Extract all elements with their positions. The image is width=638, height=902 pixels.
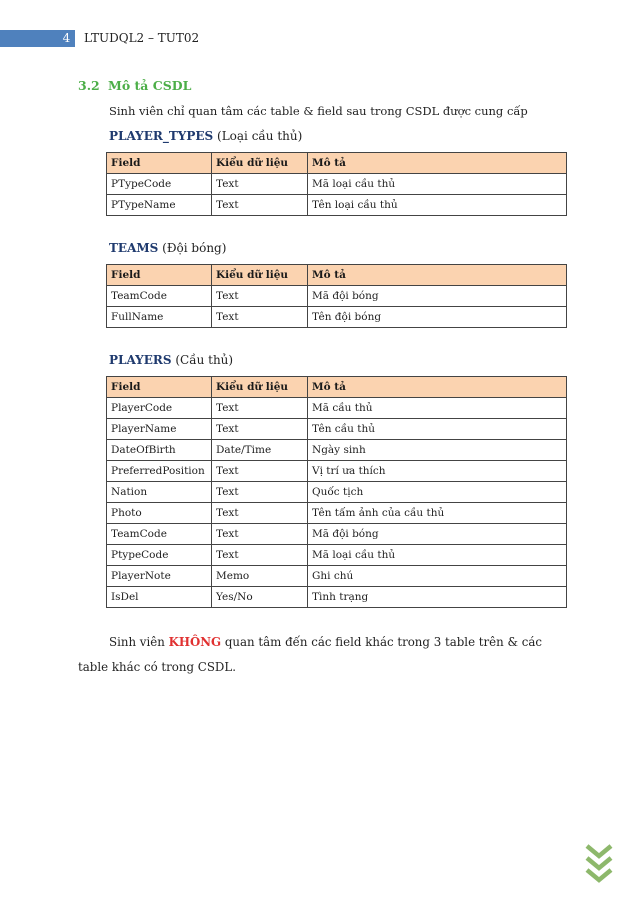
column-header-field: Field bbox=[107, 153, 212, 174]
section-heading bbox=[78, 78, 191, 93]
cell-type: Text bbox=[212, 524, 308, 545]
page-number: 4 bbox=[62, 31, 71, 45]
table-row bbox=[107, 419, 567, 440]
cell-description: Tên đội bóng bbox=[308, 307, 567, 328]
cell-type: Text bbox=[212, 545, 308, 566]
cell-description: Tên tấm ảnh của cầu thủ bbox=[308, 503, 567, 524]
table-row bbox=[107, 174, 567, 195]
table-header-row bbox=[107, 265, 567, 286]
column-header-field: Field bbox=[107, 265, 212, 286]
chevron-down-icon bbox=[585, 842, 613, 884]
note-emphasis: KHÔNG bbox=[168, 635, 222, 649]
cell-field: Photo bbox=[107, 503, 212, 524]
cell-type: Text bbox=[212, 461, 308, 482]
cell-type: Text bbox=[212, 307, 308, 328]
cell-description: Mã đội bóng bbox=[308, 286, 567, 307]
section-title: Mô tả CSDL bbox=[108, 78, 192, 93]
cell-field: FullName bbox=[107, 307, 212, 328]
table-header-row bbox=[107, 377, 567, 398]
cell-field: PTypeCode bbox=[107, 174, 212, 195]
column-header-description: Mô tả bbox=[308, 153, 567, 174]
table-header-row bbox=[107, 153, 567, 174]
cell-type: Text bbox=[212, 398, 308, 419]
cell-description: Ngày sinh bbox=[308, 440, 567, 461]
cell-field: DateOfBirth bbox=[107, 440, 212, 461]
column-header-description: Mô tả bbox=[308, 377, 567, 398]
table-name: PLAYERS bbox=[109, 353, 172, 367]
cell-field: PlayerCode bbox=[107, 398, 212, 419]
table-row bbox=[107, 195, 567, 216]
table-caption-player-types bbox=[109, 129, 302, 143]
column-header-description: Mô tả bbox=[308, 265, 567, 286]
cell-type: Yes/No bbox=[212, 587, 308, 608]
table-row bbox=[107, 482, 567, 503]
cell-description: Mã cầu thủ bbox=[308, 398, 567, 419]
note-paragraph bbox=[78, 630, 568, 680]
table-row bbox=[107, 440, 567, 461]
note-text-before: Sinh viên bbox=[109, 635, 169, 649]
table-description: (Đội bóng) bbox=[162, 241, 227, 255]
cell-description: Quốc tịch bbox=[308, 482, 567, 503]
cell-field: PtypeCode bbox=[107, 545, 212, 566]
cell-description: Vị trí ưa thích bbox=[308, 461, 567, 482]
table-players bbox=[106, 376, 567, 608]
cell-description: Mã đội bóng bbox=[308, 524, 567, 545]
cell-field: PTypeName bbox=[107, 195, 212, 216]
table-row bbox=[107, 461, 567, 482]
table-player-types bbox=[106, 152, 567, 216]
table-name: TEAMS bbox=[109, 241, 159, 255]
cell-description: Ghi chú bbox=[308, 566, 567, 587]
cell-field: IsDel bbox=[107, 587, 212, 608]
cell-type: Memo bbox=[212, 566, 308, 587]
cell-field: TeamCode bbox=[107, 286, 212, 307]
column-header-field: Field bbox=[107, 377, 212, 398]
cell-field: PlayerName bbox=[107, 419, 212, 440]
table-row bbox=[107, 398, 567, 419]
cell-field: TeamCode bbox=[107, 524, 212, 545]
cell-description: Tình trạng bbox=[308, 587, 567, 608]
cell-type: Date/Time bbox=[212, 440, 308, 461]
table-teams bbox=[106, 264, 567, 328]
cell-field: PlayerNote bbox=[107, 566, 212, 587]
cell-type: Text bbox=[212, 503, 308, 524]
table-row bbox=[107, 307, 567, 328]
table-row bbox=[107, 524, 567, 545]
table-description: (Cầu thủ) bbox=[175, 353, 234, 367]
column-header-type: Kiểu dữ liệu bbox=[212, 153, 308, 174]
section-number: 3.2 bbox=[78, 78, 100, 93]
table-description: (Loại cầu thủ) bbox=[217, 129, 303, 143]
cell-type: Text bbox=[212, 174, 308, 195]
table-row bbox=[107, 566, 567, 587]
document-title: LTUDQL2 – TUT02 bbox=[84, 31, 200, 45]
table-row bbox=[107, 503, 567, 524]
cell-type: Text bbox=[212, 195, 308, 216]
table-name: PLAYER_TYPES bbox=[109, 129, 214, 143]
cell-field: PreferredPosition bbox=[107, 461, 212, 482]
cell-description: Mã loại cầu thủ bbox=[308, 174, 567, 195]
cell-description: Mã loại cầu thủ bbox=[308, 545, 567, 566]
cell-description: Tên cầu thủ bbox=[308, 419, 567, 440]
table-caption-players bbox=[109, 353, 233, 367]
column-header-type: Kiểu dữ liệu bbox=[212, 377, 308, 398]
section-intro: Sinh viên chỉ quan tâm các table & field sau trong CSDL được cung cấp bbox=[109, 104, 528, 118]
cell-field: Nation bbox=[107, 482, 212, 503]
table-row bbox=[107, 587, 567, 608]
note-text-after: quan tâm đến các field khác trong 3 table trên & các table khác có trong CSDL. bbox=[78, 635, 543, 674]
table-row bbox=[107, 286, 567, 307]
column-header-type: Kiểu dữ liệu bbox=[212, 265, 308, 286]
cell-type: Text bbox=[212, 286, 308, 307]
cell-description: Tên loại cầu thủ bbox=[308, 195, 567, 216]
table-caption-teams bbox=[109, 241, 226, 255]
cell-type: Text bbox=[212, 482, 308, 503]
table-row bbox=[107, 545, 567, 566]
cell-type: Text bbox=[212, 419, 308, 440]
